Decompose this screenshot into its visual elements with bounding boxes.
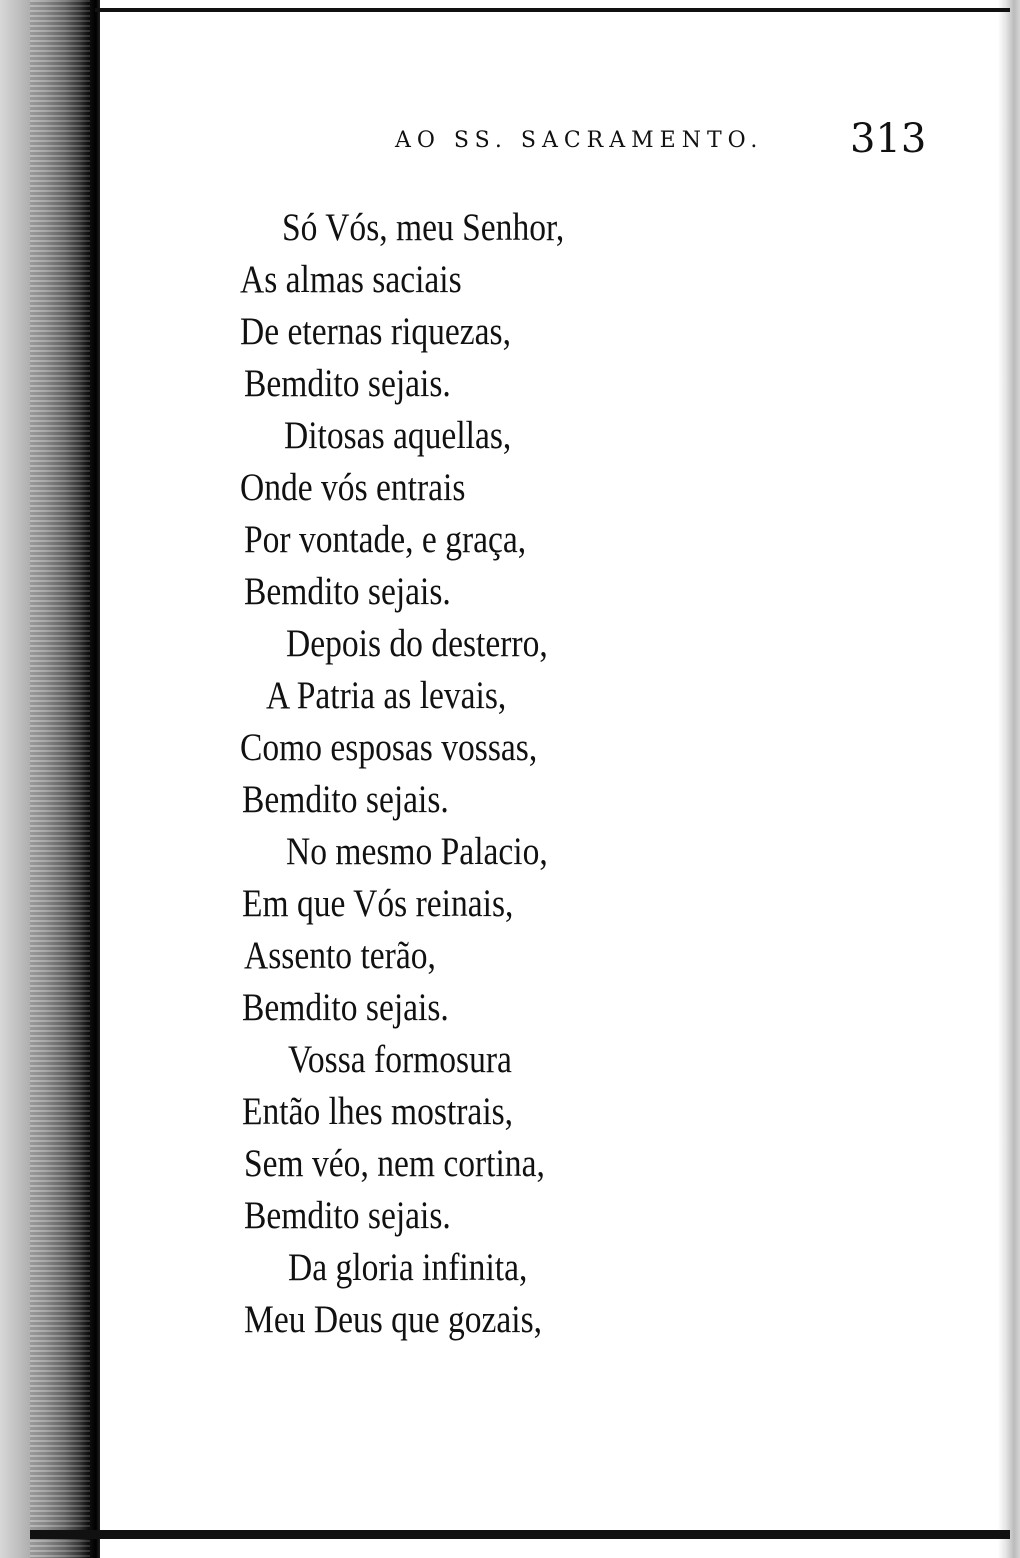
- verse-line: Meu Deus que gozais,: [244, 1298, 543, 1341]
- verse-line: Depois do desterro,: [286, 622, 548, 665]
- verse-line: Ditosas aquellas,: [284, 414, 512, 457]
- verse-line: Então lhes mostrais,: [242, 1090, 514, 1133]
- verse-line: De eternas riquezas,: [240, 310, 511, 353]
- verse-line: Em que Vós reinais,: [242, 882, 514, 925]
- verse-line: Da gloria infinita,: [288, 1246, 528, 1289]
- page-right-edge: [998, 0, 1020, 1558]
- verse-line: Sem véo, nem cortina,: [244, 1142, 545, 1185]
- verse-line: Bemdito sejais.: [242, 986, 449, 1029]
- gutter-texture: [30, 0, 90, 1558]
- verse-line: Onde vós entrais: [240, 466, 466, 509]
- verse-line: Por vontade, e graça,: [244, 518, 527, 561]
- verse-line: Vossa formosura: [288, 1038, 512, 1081]
- page-bottom-edge: [30, 1530, 1010, 1539]
- verse-line: Bemdito sejais.: [242, 778, 449, 821]
- verse-line: No mesmo Palacio,: [286, 830, 548, 873]
- page-number: 313: [850, 116, 927, 162]
- verse-line: Bemdito sejais.: [244, 1194, 451, 1237]
- verse-line: Bemdito sejais.: [244, 570, 451, 613]
- verse-line: Bemdito sejais.: [244, 362, 451, 405]
- verse-line: Assento terão,: [244, 934, 436, 977]
- verse-line: A Patria as levais,: [266, 674, 507, 717]
- page-top-edge: [95, 8, 1010, 12]
- running-title: AO SS. SACRAMENTO.: [395, 128, 764, 153]
- verse-line: Como esposas vossas,: [240, 726, 538, 769]
- verse-line: Só Vós, meu Senhor,: [282, 206, 565, 249]
- verse-line: As almas saciais: [240, 258, 462, 301]
